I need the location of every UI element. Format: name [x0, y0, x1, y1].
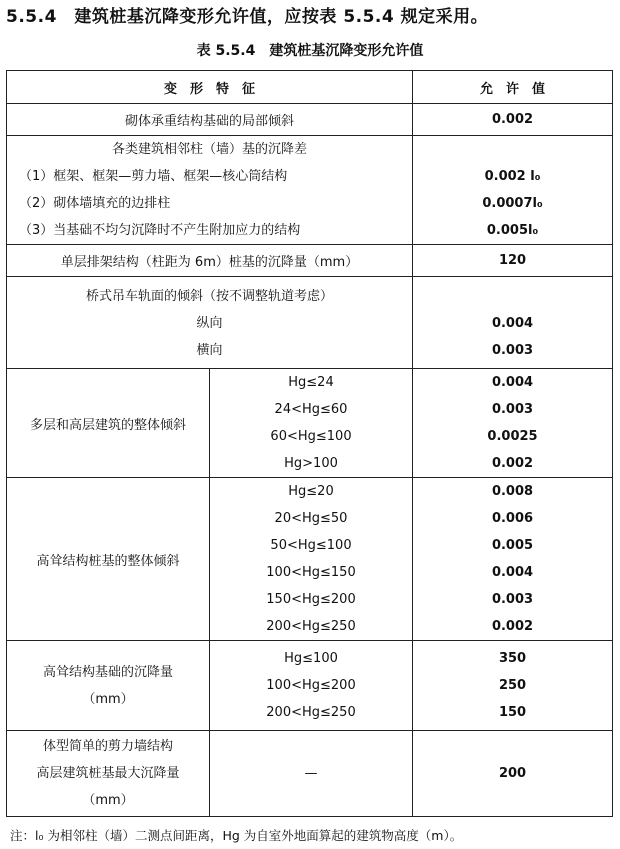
row-value: 0.002 — [413, 104, 613, 136]
row-label: 高耸结构基础的沉降量 — [42, 664, 173, 680]
header-value: 允 许 值 — [413, 71, 613, 104]
table-row — [7, 136, 613, 245]
condition: 20<Hg≤50 — [274, 511, 348, 526]
group-title: 桥式吊车轨面的倾斜（按不调整轨道考虑） — [86, 289, 334, 304]
table-note: 注：l₀ 为相邻柱（墙）二测点间距离，Hg 为自室外地面算起的建筑物高度（m）。 — [10, 828, 463, 843]
row-label: 多层和高层建筑的整体倾斜 — [7, 369, 210, 478]
group-title: 各类建筑相邻柱（墙）基的沉降差 — [112, 142, 308, 157]
row-value: 0.008 — [491, 484, 534, 499]
condition: 100<Hg≤150 — [266, 565, 356, 580]
condition: Hg≤100 — [284, 651, 338, 666]
condition: 24<Hg≤60 — [274, 402, 348, 417]
row-value: 350 — [498, 651, 527, 666]
row-value: 0.004 — [491, 565, 534, 580]
row-label: （3）当基础不均匀沉降时不产生附加应力的结构 — [19, 223, 301, 238]
row-value: 0.002 l₀ — [484, 169, 541, 184]
table-row — [7, 245, 613, 277]
row-value: 150 — [498, 705, 527, 720]
table-row — [7, 104, 613, 136]
row-value: 0.006 — [491, 511, 534, 526]
row-value: 0.002 — [491, 619, 534, 634]
condition: 60<Hg≤100 — [270, 429, 352, 444]
condition: — — [210, 731, 413, 817]
row-label: （1）框架、框架—剪力墙、框架—核心筒结构 — [19, 169, 288, 184]
condition: 200<Hg≤250 — [266, 619, 356, 634]
condition: 100<Hg≤200 — [266, 678, 356, 693]
clause-heading: 5.5.4 建筑桩基沉降变形允许值，应按表 5.5.4 规定采用。 — [6, 7, 489, 27]
condition: Hg≤20 — [288, 484, 334, 499]
row-value: 0.005 — [491, 538, 534, 553]
header-feature: 变 形 特 征 — [7, 71, 413, 104]
row-value: 200 — [413, 731, 613, 817]
row-label-unit: （mm） — [82, 793, 134, 808]
table-caption: 表 5.5.4 建筑桩基沉降变形允许值 — [196, 43, 424, 59]
table-row — [7, 478, 613, 641]
row-label: （2）砌体墙填充的边排柱 — [19, 196, 171, 211]
row-value: 0.003 — [491, 343, 534, 358]
row-value: 0.003 — [491, 402, 534, 417]
condition: 50<Hg≤100 — [270, 538, 352, 553]
table-row — [7, 731, 613, 817]
condition: 150<Hg≤200 — [266, 592, 356, 607]
row-value: 0.004 — [491, 375, 534, 390]
row-label-unit: （mm） — [82, 691, 134, 707]
row-value: 250 — [498, 678, 527, 693]
row-label: 横向 — [196, 343, 223, 358]
header-row — [7, 71, 613, 104]
row-label: 高耸结构桩基的整体倾斜 — [7, 478, 210, 641]
row-value: 120 — [413, 245, 613, 277]
row-label: 体型简单的剪力墙结构 — [42, 739, 173, 754]
row-value: 0.005l₀ — [486, 223, 539, 238]
row-value: 0.0007l₀ — [482, 196, 543, 211]
row-label: 纵向 — [196, 316, 223, 331]
row-value: 0.004 — [491, 316, 534, 331]
table-row — [7, 277, 613, 369]
condition: Hg≤24 — [288, 375, 334, 390]
table-row — [7, 369, 613, 478]
row-value: 0.002 — [491, 456, 534, 471]
condition: 200<Hg≤250 — [266, 705, 356, 720]
row-label: 高层建筑桩基最大沉降量 — [36, 766, 180, 781]
row-value: 0.003 — [491, 592, 534, 607]
deformation-table — [6, 70, 613, 817]
row-label: 砌体承重结构基础的局部倾斜 — [7, 104, 413, 136]
condition: Hg>100 — [284, 456, 338, 471]
row-value: 0.0025 — [487, 429, 538, 444]
table-row — [7, 641, 613, 731]
row-label: 单层排架结构（柱距为 6m）桩基的沉降量（mm） — [7, 245, 413, 277]
